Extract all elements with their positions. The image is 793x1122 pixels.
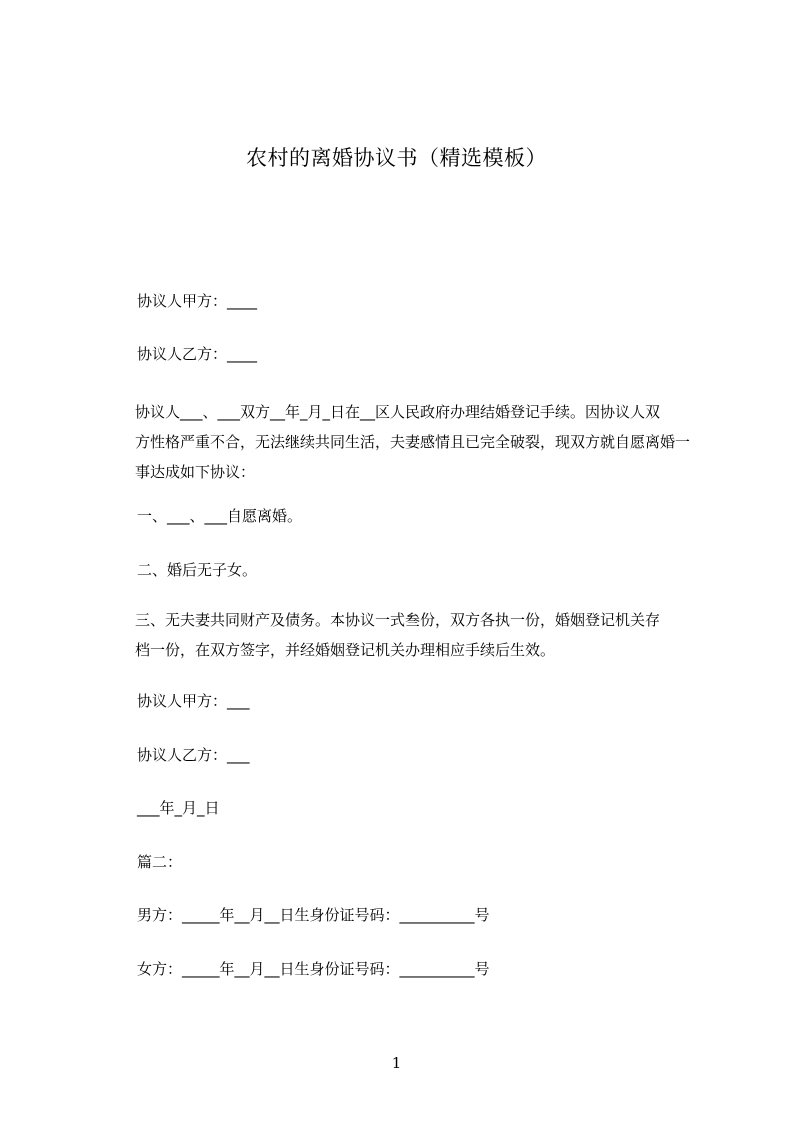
clause-three-line-2: 档一份，在双方签字，并经婚姻登记机关办理相应手续后生效。 [135, 641, 556, 659]
clause-one: 一、___、___自愿离婚。 [137, 507, 303, 525]
intro-line-2: 方性格严重不合，无法继续共同生活，夫妻感情且已完全破裂，现双方就自愿离婚一 [135, 433, 691, 451]
signature-party-a: 协议人甲方：___ [137, 692, 250, 710]
party-a-line: 协议人甲方：____ [137, 292, 258, 310]
male-info-line: 男方：_____年__月__日生身份证号码：__________号 [137, 906, 490, 924]
intro-line-3: 事达成如下协议： [135, 463, 256, 481]
party-b-line: 协议人乙方：____ [137, 345, 258, 363]
page-number: 1 [391, 1054, 402, 1072]
clause-three-line-1: 三、无夫妻共同财产及债务。本协议一式叁份，双方各执一份，婚姻登记机关存 [135, 611, 661, 629]
intro-line-1: 协议人___、___双方__年_月_日在__区人民政府办理结婚登记手续。因协议人双 [135, 403, 661, 421]
date-line: ___年_月_日 [137, 799, 220, 817]
intro-paragraph [135, 397, 710, 487]
document-title: 农村的离婚协议书（精选模板） [246, 146, 547, 170]
female-info-line: 女方：_____年__月__日生身份证号码：__________号 [137, 960, 490, 978]
clause-three-paragraph [135, 605, 710, 665]
section-two-heading: 篇二： [137, 853, 183, 871]
clause-two: 二、婚后无子女。 [137, 561, 258, 579]
signature-party-b: 协议人乙方：___ [137, 746, 250, 764]
